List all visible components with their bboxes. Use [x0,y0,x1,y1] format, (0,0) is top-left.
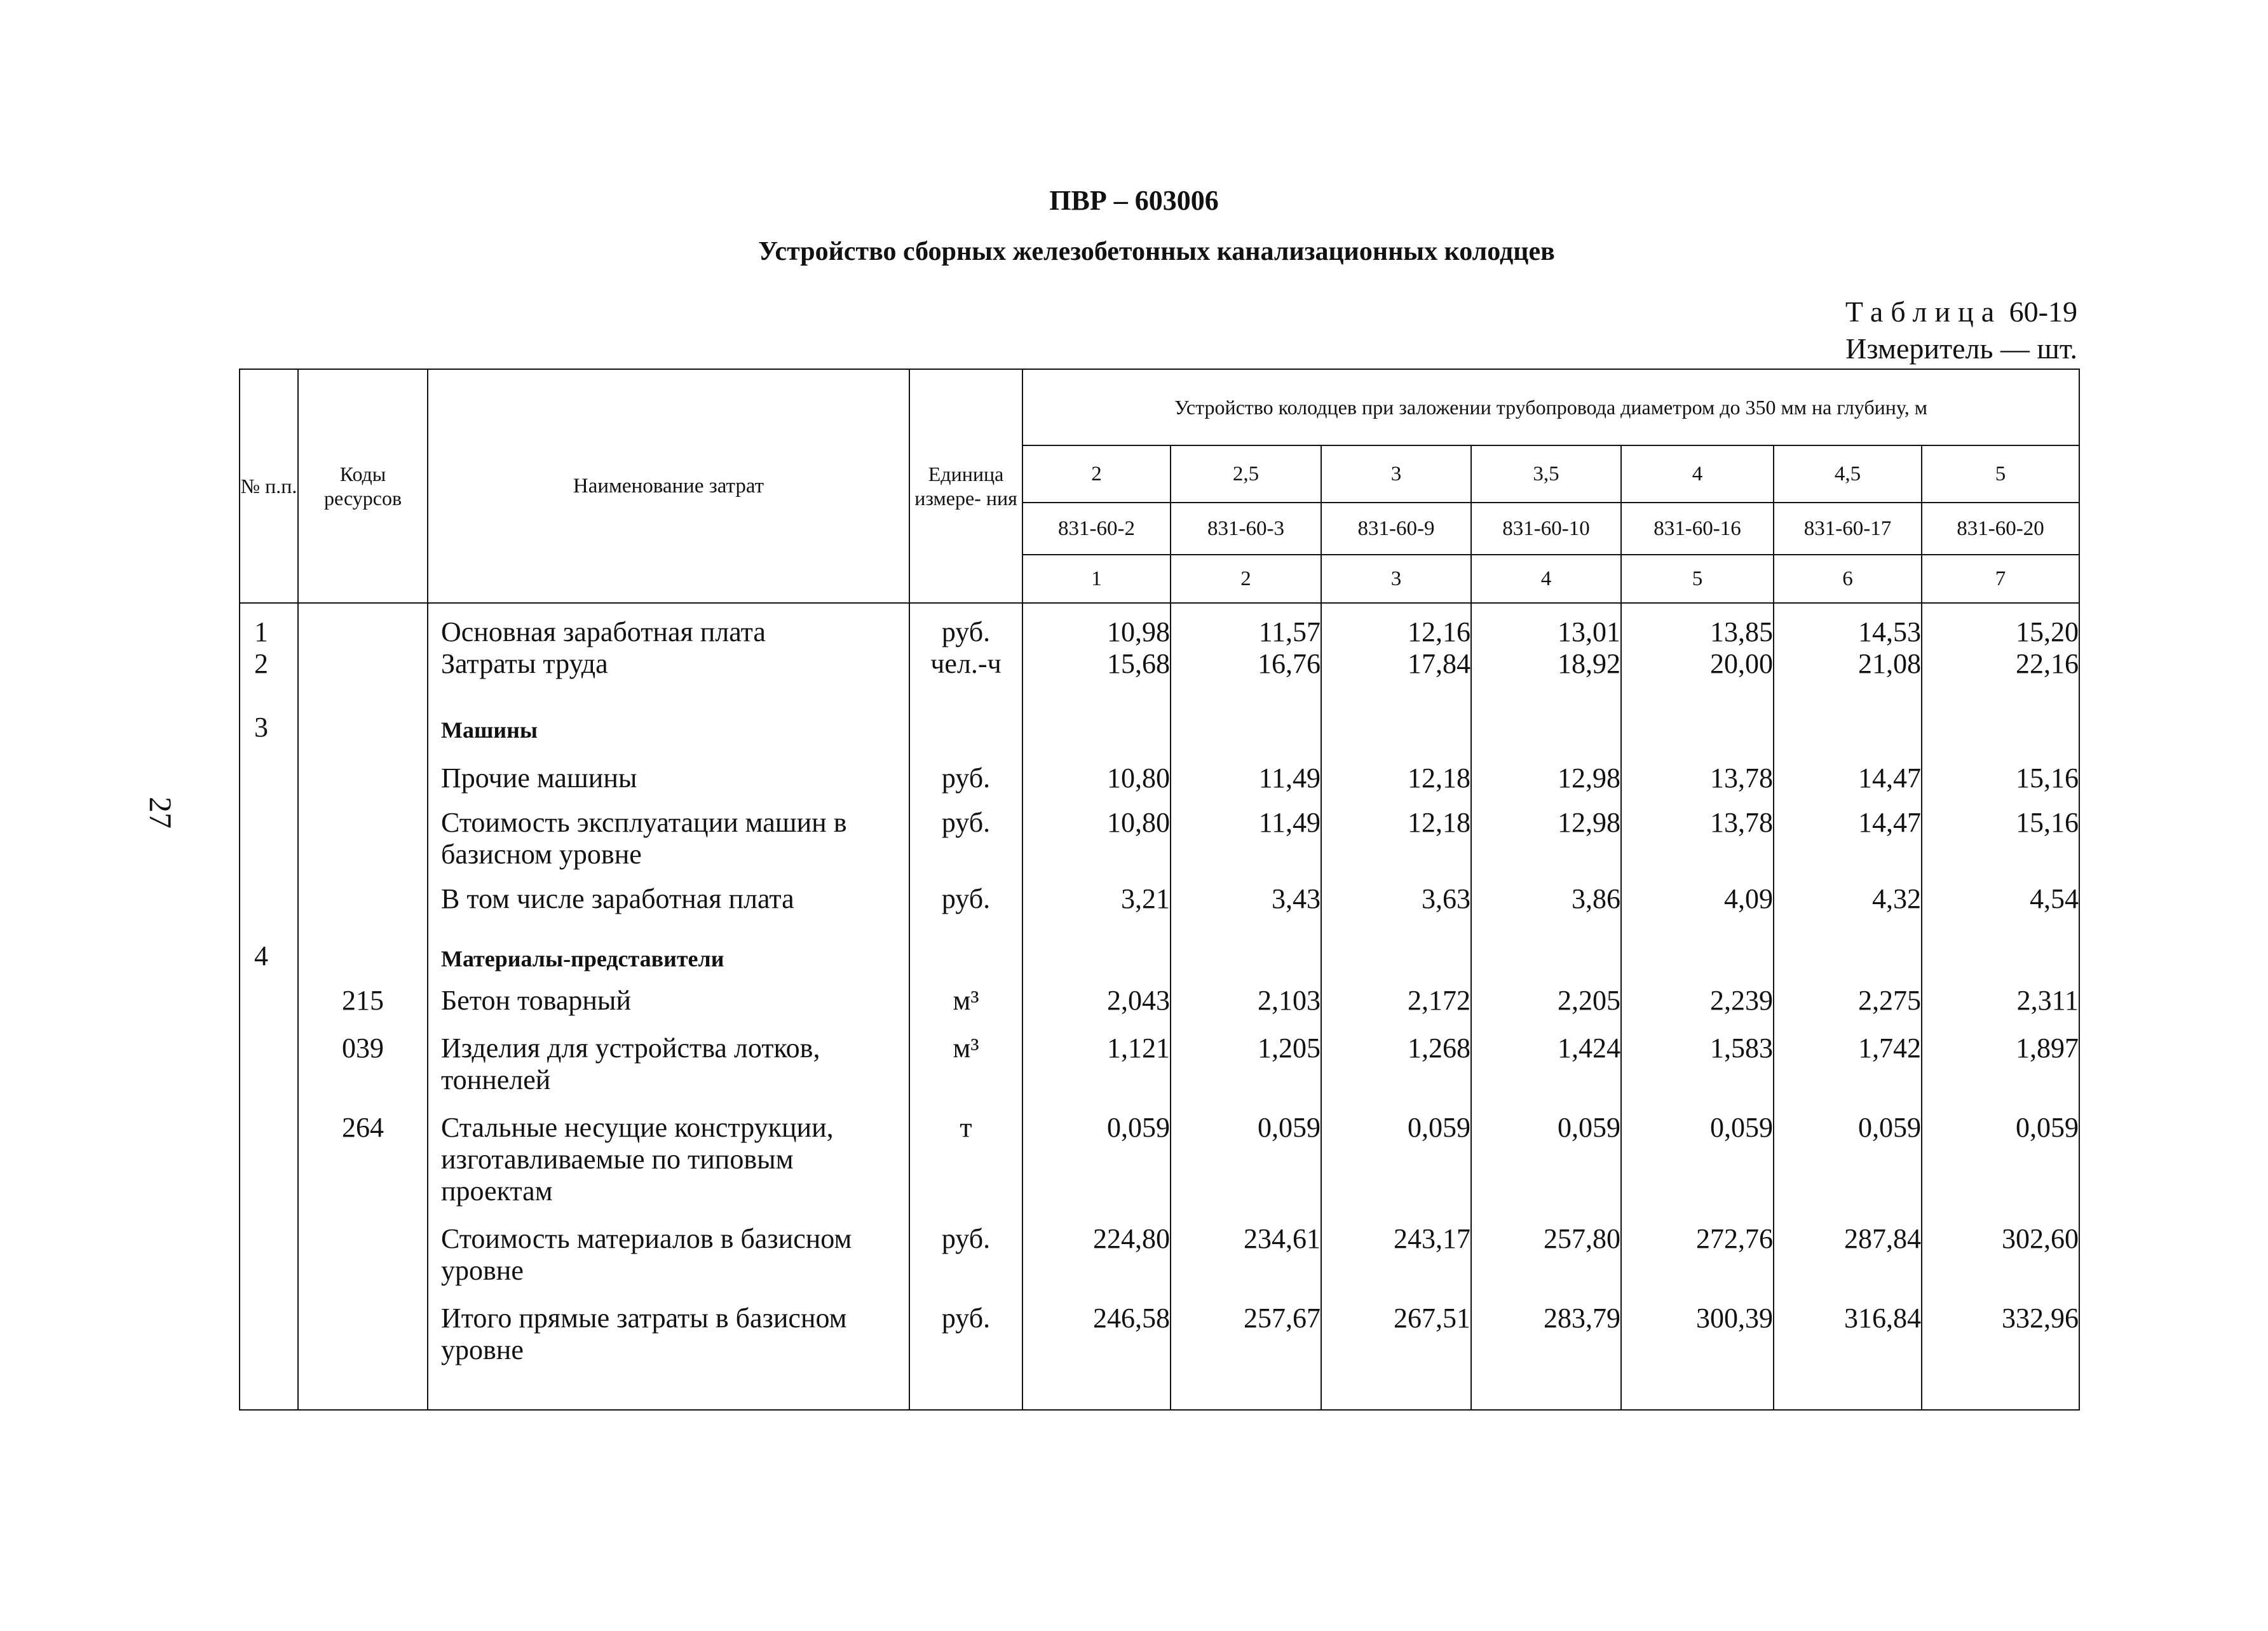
value-cell: 12,18 [1408,762,1470,794]
value-cell: 14,53 [1858,616,1921,647]
unit-of-measure: чел.-ч [930,648,1002,679]
value-cell: 13,78 [1710,762,1773,794]
unit-of-measure: руб. [941,807,991,838]
cost-item-name: В том числе заработная плата [441,883,794,914]
cost-item-name [428,1303,921,1366]
value-cell: 10,80 [1107,807,1170,838]
value-cell: 0,059 [1408,1112,1470,1143]
document-code: ПВР – 603006 [1049,185,1219,216]
value-cell: 12,18 [1408,807,1470,838]
value-cell: 1,583 [1710,1032,1773,1064]
header-norm-code-1: 831-60-2 [1022,503,1171,555]
npp-column [240,603,298,1410]
value-cell: 1,121 [1107,1032,1170,1064]
unit-of-measure: руб. [941,616,991,647]
value-cell: 243,17 [1394,1223,1470,1254]
value-cell: 12,16 [1408,616,1470,647]
resource-code: 215 [342,985,384,1016]
header-depth-3: 3 [1321,445,1471,503]
row-number: 2 [254,648,268,679]
resource-code: 039 [342,1032,384,1064]
value-cell: 0,059 [1710,1112,1773,1143]
header-npp: № п.п. [240,369,298,603]
value-cell: 2,172 [1408,985,1470,1016]
cost-item-name: Бетон товарный [441,985,632,1016]
unit-of-measure: руб. [941,1223,991,1254]
value-cell: 15,20 [2016,616,2079,647]
value-cell: 22,16 [2016,648,2079,679]
value-cell: 257,67 [1244,1303,1321,1334]
header-column-number-4: 4 [1471,555,1621,603]
value-cell: 15,16 [2016,762,2079,794]
value-cell: 0,059 [1107,1112,1170,1143]
cost-item-name-line: базисном уровне [441,839,642,870]
values-column-1 [1022,603,1171,1410]
names-column [428,603,909,1410]
value-cell: 1,897 [2016,1032,2079,1064]
value-cell: 4,32 [1872,883,1921,914]
value-cell: 15,68 [1107,648,1170,679]
value-cell: 272,76 [1696,1223,1773,1254]
value-cell: 2,275 [1858,985,1921,1016]
value-cell: 11,49 [1258,807,1321,838]
header-depth-5: 4 [1621,445,1774,503]
value-cell: 1,268 [1408,1032,1470,1064]
unit-of-measure: т [960,1112,972,1143]
value-cell: 4,54 [2030,883,2079,914]
header-depth-2: 2,5 [1171,445,1321,503]
header-codes: Коды ресурсов [298,369,428,603]
value-cell: 267,51 [1394,1303,1470,1334]
value-cell: 224,80 [1093,1223,1170,1254]
value-cell: 14,47 [1858,807,1921,838]
header-depth-6: 4,5 [1774,445,1922,503]
cost-item-name-line: Итого прямые затраты в базисном [441,1303,847,1334]
value-cell: 3,63 [1422,883,1470,914]
values-column-7 [1922,603,2079,1410]
header-norm-code-2: 831-60-3 [1171,503,1321,555]
section-heading: Машины [441,717,538,743]
value-cell: 1,742 [1858,1032,1921,1064]
value-cell: 246,58 [1093,1303,1170,1334]
header-depth-1: 2 [1022,445,1171,503]
table-number: 60-19 [2009,295,2077,328]
cost-item-name-line: Стоимость эксплуатации машин в [441,807,847,838]
value-cell: 1,424 [1558,1032,1620,1064]
value-cell: 2,043 [1107,985,1170,1016]
header-norm-code-4: 831-60-10 [1471,503,1621,555]
cost-item-name-line: Стальные несущие конструкции, [441,1112,834,1143]
unit-of-measure: м³ [953,985,979,1016]
cost-table [239,369,2080,1411]
unit-of-measure: руб. [941,762,991,794]
header-column-number-7: 7 [1922,555,2079,603]
resource-code: 264 [342,1112,384,1143]
header-column-number-1: 1 [1022,555,1171,603]
value-cell: 10,98 [1107,616,1170,647]
value-cell: 300,39 [1696,1303,1773,1334]
table-word: Таблица [1845,295,2002,328]
header-depth-7: 5 [1922,445,2079,503]
cost-item-name-line: Стоимость материалов в базисном [441,1223,852,1254]
cost-item-name: Затраты труда [441,648,608,679]
value-cell: 13,78 [1710,807,1773,838]
value-cell: 16,76 [1258,648,1321,679]
cost-item-name-line: уровне [441,1255,524,1286]
values-column-3 [1321,603,1471,1410]
value-cell: 1,205 [1258,1032,1321,1064]
values-column-6 [1774,603,1922,1410]
cost-item-name-line: изготавливаемые по типовым [441,1144,794,1175]
document-title: Устройство сборных железобетонных канализационных колодцев [758,237,1555,266]
value-cell: 0,059 [1558,1112,1620,1143]
header-unit: Единица измере- ния [909,369,1022,603]
header-name: Наименование затрат [428,369,909,603]
row-number: 1 [254,616,268,647]
unit-of-measure: м³ [953,1032,979,1064]
page-number: 27 [143,797,179,829]
value-cell: 15,16 [2016,807,2079,838]
cost-item-name-line: проектам [441,1175,553,1207]
codes-column [298,603,428,1410]
cost-item-name: Основная заработная плата [441,616,766,647]
value-cell: 3,86 [1572,883,1620,914]
cost-item-name [428,1032,921,1096]
cost-item-name-line: уровне [441,1334,524,1365]
header-depth-group: Устройство колодцев при заложении трубопровода диаметром до 350 мм на глубину, м [1022,369,2079,445]
unit-of-measure: руб. [941,1303,991,1334]
value-cell: 21,08 [1858,648,1921,679]
value-cell: 12,98 [1558,807,1620,838]
value-cell: 0,059 [2016,1112,2079,1143]
value-cell: 332,96 [2002,1303,2079,1334]
value-cell: 287,84 [1844,1223,1921,1254]
values-column-5 [1621,603,1774,1410]
units-column [909,603,1022,1410]
cost-item-name [428,1223,921,1287]
value-cell: 283,79 [1544,1303,1620,1334]
header-column-number-5: 5 [1621,555,1774,603]
value-cell: 4,09 [1724,883,1773,914]
unit-of-measure: руб. [941,883,991,914]
value-cell: 14,47 [1858,762,1921,794]
value-cell: 2,311 [2016,985,2079,1016]
value-cell: 13,85 [1710,616,1773,647]
value-cell: 0,059 [1258,1112,1321,1143]
table-label [1845,294,2077,367]
header-norm-code-7: 831-60-20 [1922,503,2079,555]
row-number: 4 [254,940,268,971]
value-cell: 17,84 [1408,648,1470,679]
header-column-number-2: 2 [1171,555,1321,603]
header-column-number-3: 3 [1321,555,1471,603]
value-cell: 10,80 [1107,762,1170,794]
cost-item-name-line: тоннелей [441,1064,551,1095]
value-cell: 2,205 [1558,985,1620,1016]
values-column-2 [1171,603,1321,1410]
cost-item-name-line: Изделия для устройства лотков, [441,1032,820,1064]
measure-unit: Измеритель — шт. [1845,332,2077,365]
row-number: 3 [254,712,268,743]
value-cell: 257,80 [1544,1223,1620,1254]
header-depth-4: 3,5 [1471,445,1621,503]
value-cell: 2,103 [1258,985,1321,1016]
header-norm-code-6: 831-60-17 [1774,503,1922,555]
value-cell: 20,00 [1710,648,1773,679]
section-heading: Материалы-представители [441,946,724,971]
value-cell: 13,01 [1558,616,1620,647]
value-cell: 18,92 [1558,648,1620,679]
value-cell: 11,57 [1258,616,1321,647]
header-norm-code-5: 831-60-16 [1621,503,1774,555]
value-cell: 2,239 [1710,985,1773,1016]
cost-item-name [428,807,921,870]
value-cell: 316,84 [1844,1303,1921,1334]
value-cell: 0,059 [1858,1112,1921,1143]
value-cell: 11,49 [1258,762,1321,794]
value-cell: 3,43 [1272,883,1321,914]
value-cell: 234,61 [1244,1223,1321,1254]
cost-item-name [428,1112,921,1207]
value-cell: 12,98 [1558,762,1620,794]
value-cell: 302,60 [2002,1223,2079,1254]
value-cell: 3,21 [1121,883,1170,914]
header-norm-code-3: 831-60-9 [1321,503,1471,555]
cost-item-name: Прочие машины [441,762,637,794]
values-column-4 [1471,603,1621,1410]
header-column-number-6: 6 [1774,555,1922,603]
